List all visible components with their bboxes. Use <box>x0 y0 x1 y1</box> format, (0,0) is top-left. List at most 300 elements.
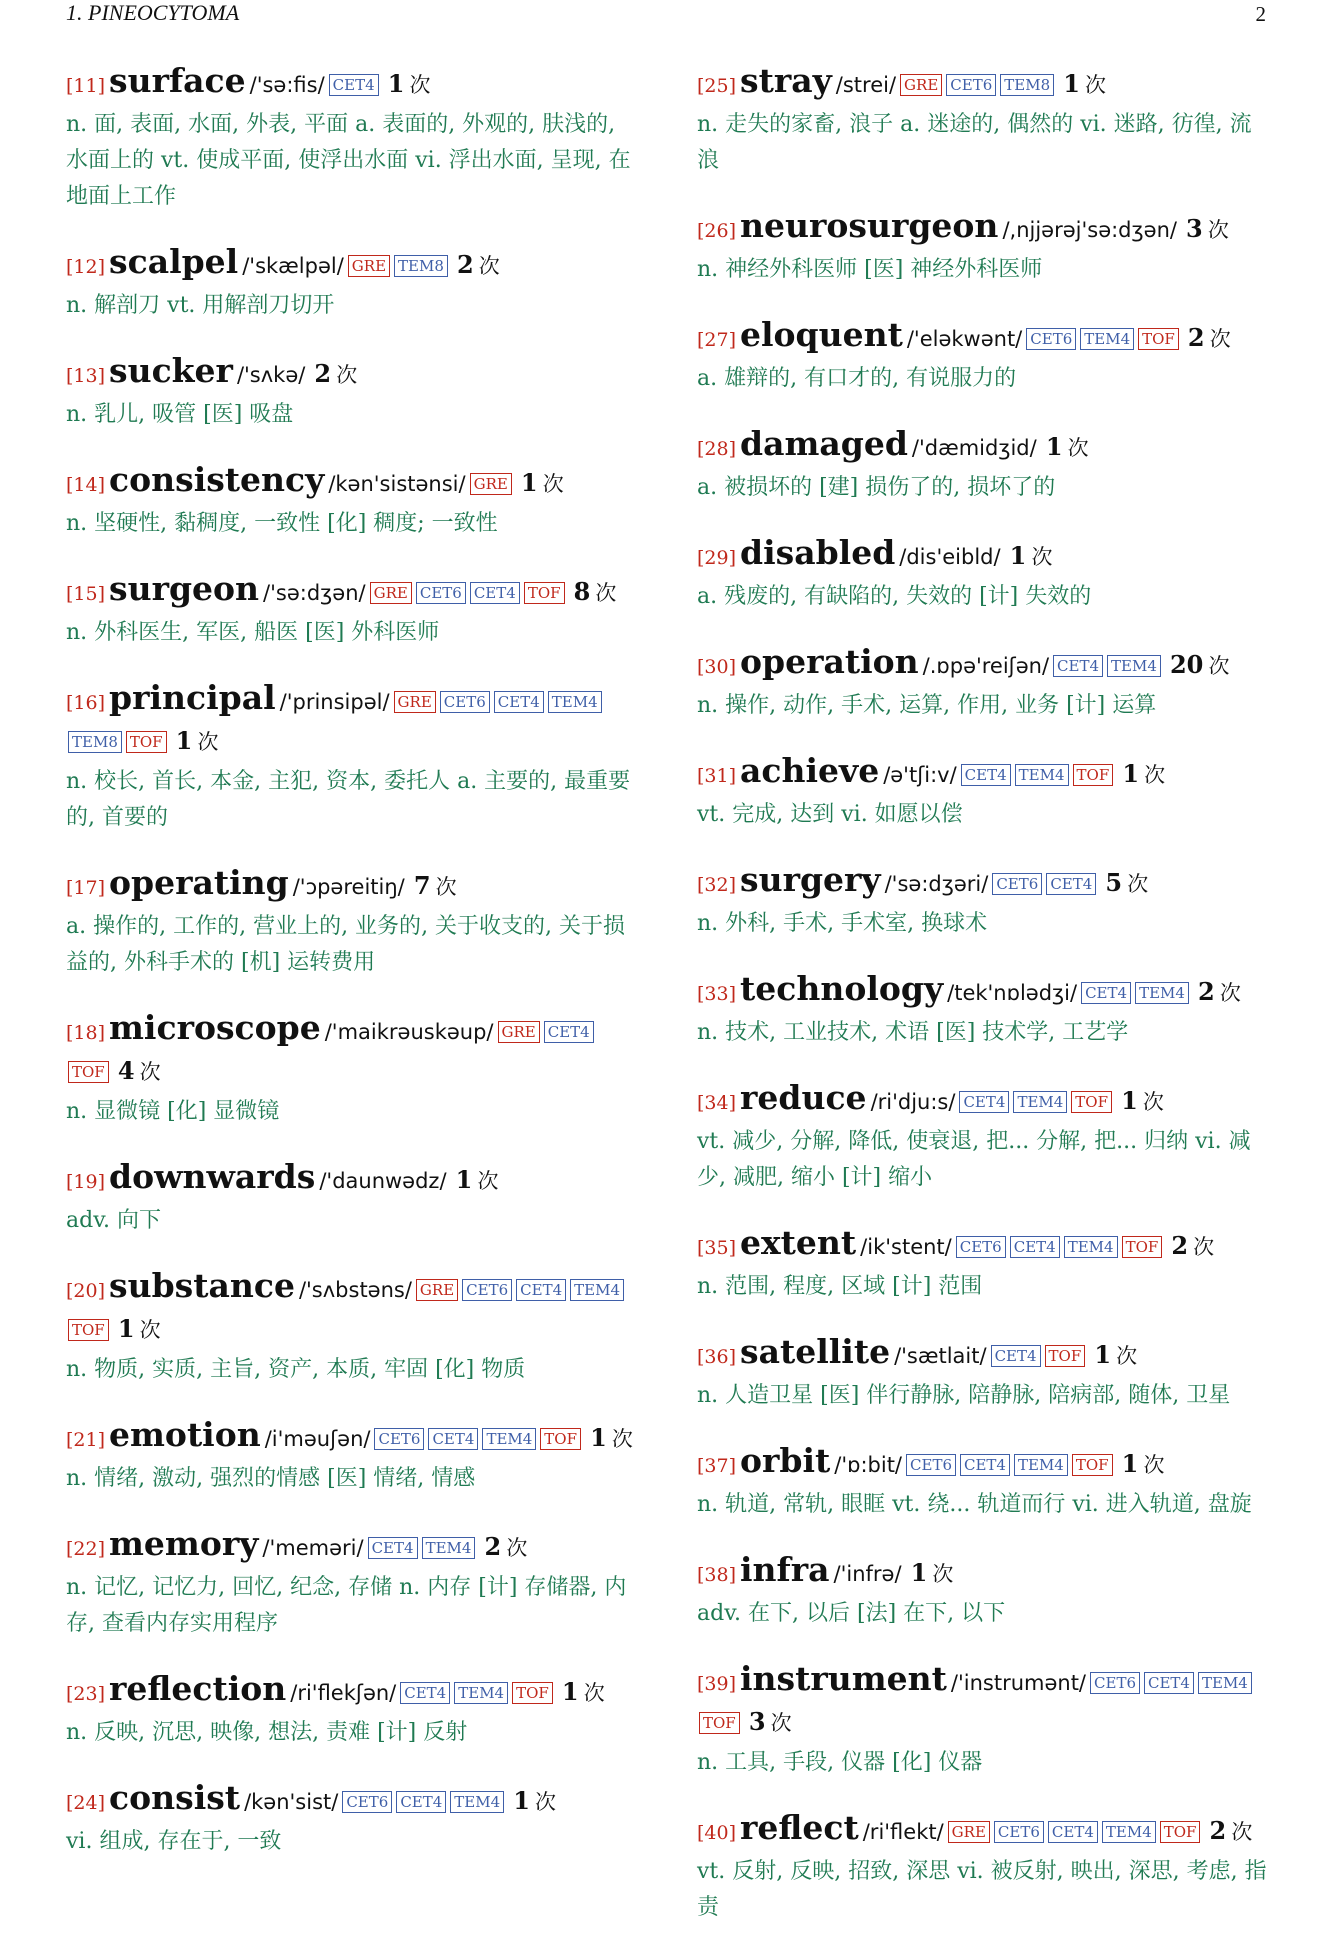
vocab-entry <box>697 861 1271 942</box>
exam-tag-badge: CET4 <box>494 691 544 713</box>
exam-tag-badge: TOF <box>1045 1345 1086 1367</box>
exam-tag-badge: CET4 <box>400 1682 450 1704</box>
exam-tag-badge: CET6 <box>416 582 466 604</box>
occurrence-count: 20 <box>1169 650 1204 679</box>
entry-phonetic: /'sə:dʒəri/ <box>884 872 989 896</box>
occurrence-unit: 次 <box>478 254 500 278</box>
entry-phonetic: /,njjərəj'sə:dʒən/ <box>1002 218 1177 242</box>
exam-tag-badge: TOF <box>512 1682 553 1704</box>
entry-headline <box>66 1416 638 1459</box>
entry-definition: n. 物质, 实质, 主旨, 资产, 本质, 牢固 [化] 物质 <box>66 1357 526 1382</box>
occurrence-count: 2 <box>484 1532 502 1561</box>
entry-word: surface <box>109 61 246 100</box>
exam-tag-badge: TEM4 <box>482 1428 536 1450</box>
entry-definition: n. 人造卫星 [医] 伴行静脉, 陪静脉, 陪病部, 随体, 卫星 <box>697 1383 1231 1408</box>
exam-tag-badge: CET6 <box>906 1454 956 1476</box>
entry-word: reflection <box>109 1669 287 1708</box>
occurrence-count: 1 <box>1063 69 1080 98</box>
vocab-entry <box>697 1809 1271 1926</box>
vocab-entry <box>697 316 1271 397</box>
vocab-entry <box>697 62 1271 179</box>
exam-tag-badge: CET4 <box>1053 655 1103 677</box>
exam-tag-badge: TEM4 <box>450 1791 504 1813</box>
occurrence-count: 1 <box>513 1786 530 1815</box>
vocab-entry <box>66 1267 638 1388</box>
occurrence-count: 3 <box>1186 214 1203 243</box>
entry-definition: n. 神经外科医师 [医] 神经外科医师 <box>697 257 1043 282</box>
entry-headline <box>66 1267 638 1350</box>
entry-phonetic: /'daunwədz/ <box>319 1169 447 1193</box>
entry-number: [13] <box>66 365 106 387</box>
exam-tag-badge: TEM4 <box>422 1537 476 1559</box>
exam-tag-badge: CET4 <box>1046 873 1096 895</box>
vocab-entry <box>697 1660 1271 1781</box>
entry-number: [33] <box>697 983 737 1005</box>
occurrence-count: 7 <box>413 871 431 900</box>
exam-tag-badge: CET6 <box>342 1791 392 1813</box>
exam-tag-badge: TOF <box>1071 1091 1112 1113</box>
occurrence-unit: 次 <box>1067 436 1089 460</box>
entry-word: surgeon <box>109 569 260 608</box>
entry-word: emotion <box>109 1415 261 1454</box>
exam-tag-badge: TEM4 <box>454 1682 508 1704</box>
occurrence-unit: 次 <box>611 1427 633 1451</box>
occurrence-unit: 次 <box>336 363 358 387</box>
entry-headline <box>697 316 1271 359</box>
entry-headline <box>66 352 638 395</box>
entry-headline <box>697 1809 1271 1852</box>
occurrence-unit: 次 <box>1031 545 1053 569</box>
entry-word: satellite <box>740 1332 891 1371</box>
occurrence-count: 2 <box>314 359 332 388</box>
entry-phonetic: /ri'dju:s/ <box>870 1090 956 1114</box>
entry-word: disabled <box>740 533 896 572</box>
occurrence-unit: 次 <box>139 1060 161 1084</box>
entry-word: memory <box>109 1524 259 1563</box>
occurrence-count: 1 <box>387 69 405 98</box>
occurrence-unit: 次 <box>595 581 617 605</box>
exam-tag-badge: TEM4 <box>1014 1454 1068 1476</box>
entry-definition: n. 轨道, 常轨, 眼眶 vt. 绕... 轨道而行 vi. 进入轨道, 盘旋 <box>697 1492 1252 1517</box>
entry-definition: a. 操作的, 工作的, 营业上的, 业务的, 关于收支的, 关于损益的, 外科手术的 [机] 运转费用 <box>66 914 626 975</box>
vocab-entry <box>697 643 1271 724</box>
entry-definition: vt. 完成, 达到 vi. 如愿以偿 <box>697 802 963 827</box>
vocab-entry <box>66 62 638 215</box>
entry-phonetic: /ik'stent/ <box>860 1235 952 1259</box>
entry-word: orbit <box>740 1441 831 1480</box>
occurrence-unit: 次 <box>1085 73 1107 97</box>
vocab-entry <box>697 1079 1271 1196</box>
entry-headline <box>697 1079 1271 1122</box>
vocab-entry <box>66 864 638 981</box>
occurrence-count: 4 <box>117 1056 135 1085</box>
exam-tag-badge: TEM4 <box>1015 764 1069 786</box>
exam-tag-badge: CET4 <box>544 1021 594 1043</box>
vocab-entry <box>697 534 1271 615</box>
entry-number: [25] <box>697 75 737 97</box>
entry-phonetic: /ə'tʃi:v/ <box>883 763 957 787</box>
entry-definition: n. 范围, 程度, 区域 [计] 范围 <box>697 1274 983 1299</box>
entry-definition: n. 记忆, 记忆力, 回忆, 纪念, 存储 n. 内存 [计] 存储器, 内存, 查看内存实用程序 <box>66 1575 627 1636</box>
entry-word: operating <box>109 863 289 902</box>
vocab-entry <box>697 1224 1271 1305</box>
entry-phonetic: /i'məuʃən/ <box>264 1427 371 1451</box>
entry-number: [16] <box>66 692 106 714</box>
exam-tag-badge: TOF <box>68 1061 109 1083</box>
occurrence-unit: 次 <box>1143 1453 1165 1477</box>
exam-tag-badge: TEM4 <box>1013 1091 1067 1113</box>
occurrence-unit: 次 <box>1193 1235 1215 1259</box>
exam-tag-badge: TOF <box>126 731 167 753</box>
entry-definition: n. 坚硬性, 黏稠度, 一致性 [化] 稠度; 一致性 <box>66 511 498 536</box>
exam-tag-badge: GRE <box>900 74 942 96</box>
vocab-entry <box>66 1779 638 1860</box>
entry-number: [24] <box>66 1792 106 1814</box>
entry-number: [36] <box>697 1346 737 1368</box>
entry-headline <box>66 1670 638 1713</box>
entry-number: [21] <box>66 1429 106 1451</box>
vocab-entry <box>66 1525 638 1642</box>
entry-number: [30] <box>697 656 737 678</box>
entry-headline <box>697 207 1271 250</box>
exam-tag-badge: TEM4 <box>1102 1821 1156 1843</box>
occurrence-count: 1 <box>561 1677 579 1706</box>
occurrence-count: 2 <box>1171 1231 1189 1260</box>
occurrence-unit: 次 <box>139 1318 161 1342</box>
entry-phonetic: /'sætlait/ <box>894 1344 987 1368</box>
entry-headline <box>66 679 638 762</box>
vocab-entry <box>66 243 638 324</box>
occurrence-count: 1 <box>1121 1086 1138 1115</box>
occurrence-unit: 次 <box>1144 763 1166 787</box>
exam-tag-badge: CET6 <box>1026 328 1076 350</box>
entry-phonetic: /dis'eibld/ <box>899 545 1001 569</box>
exam-tag-badge: GRE <box>948 1821 990 1843</box>
entry-definition: adv. 向下 <box>66 1208 162 1233</box>
exam-tag-badge: CET6 <box>946 74 996 96</box>
exam-tag-badge: GRE <box>470 473 512 495</box>
exam-tag-badge: CET6 <box>992 873 1042 895</box>
entry-definition: n. 外科, 手术, 手术室, 换球术 <box>697 911 988 936</box>
exam-tag-badge: CET4 <box>428 1428 478 1450</box>
entry-word: substance <box>109 1266 295 1305</box>
exam-tag-badge: TEM4 <box>1107 655 1161 677</box>
occurrence-unit: 次 <box>506 1536 528 1560</box>
entry-number: [22] <box>66 1538 106 1560</box>
exam-tag-badge: TOF <box>1138 328 1179 350</box>
entry-word: scalpel <box>109 242 239 281</box>
occurrence-count: 1 <box>1122 759 1140 788</box>
vocab-entry <box>697 1333 1271 1414</box>
entry-number: [23] <box>66 1683 106 1705</box>
entry-definition: adv. 在下, 以后 [法] 在下, 以下 <box>697 1601 1006 1626</box>
entry-headline <box>66 1779 638 1822</box>
entry-word: achieve <box>740 751 880 790</box>
exam-tag-badge: CET4 <box>1010 1236 1060 1258</box>
entry-headline <box>697 1333 1271 1376</box>
entry-number: [11] <box>66 75 106 97</box>
entry-definition: a. 被损坏的 [建] 损伤了的, 损坏了的 <box>697 475 1056 500</box>
vocab-entry <box>66 1670 638 1751</box>
exam-tag-badge: TOF <box>68 1319 109 1341</box>
exam-tag-badge: TEM4 <box>1135 982 1189 1004</box>
entry-word: microscope <box>109 1008 321 1047</box>
exam-tag-badge: CET4 <box>329 74 379 96</box>
entry-phonetic: /.ɒpə'reiʃən/ <box>922 654 1050 678</box>
occurrence-count: 1 <box>1045 432 1063 461</box>
document-title: 1. PINEOCYTOMA <box>66 0 240 25</box>
exam-tag-badge: GRE <box>348 255 390 277</box>
exam-tag-badge: TEM8 <box>394 255 448 277</box>
entry-definition: vi. 组成, 存在于, 一致 <box>66 1829 282 1854</box>
entry-number: [26] <box>697 220 737 242</box>
exam-tag-badge: CET4 <box>991 1345 1041 1367</box>
entry-word: damaged <box>740 424 908 463</box>
entry-phonetic: /'maikrəuskəup/ <box>324 1020 494 1044</box>
entry-number: [31] <box>697 765 737 787</box>
exam-tag-badge: TEM4 <box>548 691 602 713</box>
vocab-entry <box>66 352 638 433</box>
page-number: 2 <box>1255 2 1266 26</box>
occurrence-count: 1 <box>910 1558 928 1587</box>
vocab-entry <box>66 1416 638 1497</box>
entry-phonetic: /'ɔpəreitiŋ/ <box>292 875 405 899</box>
occurrence-count: 2 <box>456 250 474 279</box>
exam-tag-badge: TOF <box>1072 1454 1113 1476</box>
vocab-entry <box>66 461 638 542</box>
exam-tag-badge: TEM4 <box>1198 1672 1252 1694</box>
entry-phonetic: /'sʌkə/ <box>236 363 306 387</box>
occurrence-count: 1 <box>1094 1340 1112 1369</box>
entry-word: reflect <box>740 1808 859 1847</box>
occurrence-count: 1 <box>1121 1449 1139 1478</box>
entry-number: [19] <box>66 1171 106 1193</box>
exam-tag-badge: CET6 <box>1090 1672 1140 1694</box>
entry-word: instrument <box>740 1659 947 1698</box>
entry-phonetic: /'instrumənt/ <box>950 1671 1087 1695</box>
entry-word: downwards <box>109 1157 316 1196</box>
entry-number: [37] <box>697 1455 737 1477</box>
occurrence-count: 3 <box>748 1707 766 1736</box>
entry-definition: n. 工具, 手段, 仪器 [化] 仪器 <box>697 1750 983 1775</box>
vocab-entry <box>66 679 638 836</box>
exam-tag-badge: CET6 <box>462 1279 512 1301</box>
entry-headline <box>66 62 638 105</box>
occurrence-unit: 次 <box>1231 1820 1253 1844</box>
entry-definition: vt. 减少, 分解, 降低, 使衰退, 把... 分解, 把... 归纳 vi. 减少, 减肥, 缩小 [计] 缩小 <box>697 1129 1251 1190</box>
occurrence-unit: 次 <box>770 1711 792 1735</box>
occurrence-unit: 次 <box>583 1681 605 1705</box>
entry-number: [18] <box>66 1022 106 1044</box>
entry-definition: n. 反映, 沉思, 映像, 想法, 责难 [计] 反射 <box>66 1720 468 1745</box>
entry-headline <box>697 752 1271 795</box>
entry-definition: n. 校长, 首长, 本金, 主犯, 资本, 委托人 a. 主要的, 最重要的, 首要的 <box>66 769 631 830</box>
exam-tag-badge: CET6 <box>374 1428 424 1450</box>
entry-phonetic: /'meməri/ <box>262 1536 364 1560</box>
entry-number: [14] <box>66 474 106 496</box>
occurrence-unit: 次 <box>542 472 564 496</box>
entry-number: [39] <box>697 1673 737 1695</box>
exam-tag-badge: TOF <box>699 1712 740 1734</box>
exam-tag-badge: CET6 <box>956 1236 1006 1258</box>
entry-word: neurosurgeon <box>740 206 999 245</box>
entry-headline <box>697 1224 1271 1267</box>
entry-headline <box>697 62 1271 105</box>
entry-definition: n. 操作, 动作, 手术, 运算, 作用, 业务 [计] 运算 <box>697 693 1157 718</box>
entry-phonetic: /'dæmidʒid/ <box>911 436 1037 460</box>
entry-phonetic: /'skælpəl/ <box>242 254 344 278</box>
exam-tag-badge: GRE <box>498 1021 540 1043</box>
occurrence-unit: 次 <box>1208 654 1230 678</box>
entry-definition: n. 外科医生, 军医, 船医 [医] 外科医师 <box>66 620 440 645</box>
entry-word: operation <box>740 642 919 681</box>
entry-definition: n. 显微镜 [化] 显微镜 <box>66 1099 280 1124</box>
entry-definition: n. 解剖刀 vt. 用解剖刀切开 <box>66 293 335 318</box>
entry-definition: n. 乳儿, 吸管 [医] 吸盘 <box>66 402 294 427</box>
entry-headline <box>66 243 638 286</box>
entry-headline <box>66 1009 638 1092</box>
exam-tag-badge: CET6 <box>440 691 490 713</box>
entry-phonetic: /tek'nɒlədʒi/ <box>947 981 1078 1005</box>
entry-phonetic: /ri'flekʃən/ <box>290 1681 397 1705</box>
entry-headline <box>697 861 1271 904</box>
entry-number: [40] <box>697 1822 737 1844</box>
exam-tag-badge: CET4 <box>470 582 520 604</box>
entry-phonetic: /kən'sistənsi/ <box>328 472 466 496</box>
exam-tag-badge: CET4 <box>961 764 1011 786</box>
occurrence-count: 1 <box>1009 541 1027 570</box>
exam-tag-badge: TEM8 <box>1000 74 1054 96</box>
left-column <box>66 62 638 1888</box>
entry-headline <box>697 643 1271 686</box>
entry-headline <box>66 570 638 613</box>
entry-headline <box>697 1442 1271 1485</box>
entry-phonetic: /'eləkwənt/ <box>906 327 1023 351</box>
entry-phonetic: /'prinsipəl/ <box>279 690 390 714</box>
exam-tag-badge: TEM8 <box>68 731 122 753</box>
exam-tag-badge: TOF <box>524 582 565 604</box>
entry-word: technology <box>740 969 944 1008</box>
entry-number: [32] <box>697 874 737 896</box>
vocab-entry <box>697 1442 1271 1523</box>
occurrence-unit: 次 <box>197 730 219 754</box>
entry-number: [27] <box>697 329 737 351</box>
exam-tag-badge: TOF <box>1073 764 1114 786</box>
entry-headline <box>697 534 1271 577</box>
entry-word: reduce <box>740 1078 867 1117</box>
occurrence-count: 1 <box>590 1423 607 1452</box>
occurrence-count: 2 <box>1198 977 1215 1006</box>
exam-tag-badge: CET4 <box>1048 1821 1098 1843</box>
entry-number: [35] <box>697 1237 737 1259</box>
entry-phonetic: /ri'flekt/ <box>862 1820 944 1844</box>
entry-headline <box>697 1660 1271 1743</box>
exam-tag-badge: CET4 <box>960 1454 1010 1476</box>
entry-phonetic: /'ɒ:bit/ <box>834 1453 903 1477</box>
entry-number: [34] <box>697 1092 737 1114</box>
vocab-entry <box>66 1158 638 1239</box>
occurrence-unit: 次 <box>435 875 457 899</box>
exam-tag-badge: CET4 <box>959 1091 1009 1113</box>
entry-headline <box>697 425 1271 468</box>
entry-word: consist <box>109 1778 241 1817</box>
entry-headline <box>66 1158 638 1201</box>
occurrence-unit: 次 <box>1142 1090 1164 1114</box>
occurrence-count: 1 <box>520 468 538 497</box>
occurrence-count: 2 <box>1209 1816 1227 1845</box>
occurrence-unit: 次 <box>1219 981 1241 1005</box>
entry-headline <box>66 461 638 504</box>
entry-headline <box>66 864 638 907</box>
exam-tag-badge: CET4 <box>1081 982 1131 1004</box>
occurrence-unit: 次 <box>1209 327 1231 351</box>
entry-number: [29] <box>697 547 737 569</box>
exam-tag-badge: TOF <box>540 1428 581 1450</box>
exam-tag-badge: CET4 <box>368 1537 418 1559</box>
page-header <box>0 0 1322 40</box>
exam-tag-badge: TOF <box>1160 1821 1201 1843</box>
entry-definition: n. 技术, 工业技术, 术语 [医] 技术学, 工艺学 <box>697 1020 1129 1045</box>
occurrence-unit: 次 <box>409 73 431 97</box>
vocab-entry <box>697 207 1271 288</box>
entry-headline <box>697 970 1271 1013</box>
exam-tag-badge: TEM4 <box>1064 1236 1118 1258</box>
exam-tag-badge: CET6 <box>994 1821 1044 1843</box>
occurrence-count: 8 <box>573 577 591 606</box>
entry-number: [12] <box>66 256 106 278</box>
occurrence-count: 5 <box>1105 868 1123 897</box>
entry-headline <box>66 1525 638 1568</box>
vocab-entry <box>697 1551 1271 1632</box>
entry-number: [28] <box>697 438 737 460</box>
entry-number: [17] <box>66 877 106 899</box>
vocab-entry <box>697 752 1271 833</box>
exam-tag-badge: TOF <box>1122 1236 1163 1258</box>
occurrence-count: 2 <box>1187 323 1205 352</box>
entry-phonetic: /'infrə/ <box>833 1562 902 1586</box>
occurrence-unit: 次 <box>477 1169 499 1193</box>
entry-definition: a. 雄辩的, 有口才的, 有说服力的 <box>697 366 1017 391</box>
entry-definition: n. 走失的家畜, 浪子 a. 迷途的, 偶然的 vi. 迷路, 彷徨, 流浪 <box>697 112 1252 173</box>
entry-number: [38] <box>697 1564 737 1586</box>
entry-headline <box>697 1551 1271 1594</box>
entry-number: [20] <box>66 1280 106 1302</box>
occurrence-unit: 次 <box>1116 1344 1138 1368</box>
occurrence-unit: 次 <box>932 1562 954 1586</box>
exam-tag-badge: GRE <box>394 691 436 713</box>
entry-definition: n. 面, 表面, 水面, 外表, 平面 a. 表面的, 外观的, 肤浅的, 水面上的 vt. 使成平面, 使浮出水面 vi. 浮出水面, 呈现, 在地面上工作 <box>66 112 631 209</box>
entry-word: sucker <box>109 351 233 390</box>
entry-phonetic: /'sə:dʒən/ <box>263 581 366 605</box>
vocab-entry <box>66 570 638 651</box>
exam-tag-badge: CET4 <box>396 1791 446 1813</box>
entry-definition: vt. 反射, 反映, 招致, 深思 vi. 被反射, 映出, 深思, 考虑, 指责 <box>697 1859 1267 1920</box>
exam-tag-badge: CET4 <box>516 1279 566 1301</box>
vocab-entry <box>66 1009 638 1130</box>
entry-word: principal <box>109 678 276 717</box>
entry-word: infra <box>740 1550 830 1589</box>
exam-tag-badge: TEM4 <box>1080 328 1134 350</box>
entry-phonetic: /'sə:fis/ <box>249 73 325 97</box>
exam-tag-badge: CET4 <box>1144 1672 1194 1694</box>
occurrence-count: 1 <box>117 1314 135 1343</box>
entry-phonetic: /'sʌbstəns/ <box>298 1278 412 1302</box>
vocab-entry <box>697 425 1271 506</box>
occurrence-count: 1 <box>175 726 193 755</box>
exam-tag-badge: TEM4 <box>570 1279 624 1301</box>
occurrence-unit: 次 <box>535 1790 557 1814</box>
entry-definition: n. 情绪, 激动, 强烈的情感 [医] 情绪, 情感 <box>66 1466 476 1491</box>
